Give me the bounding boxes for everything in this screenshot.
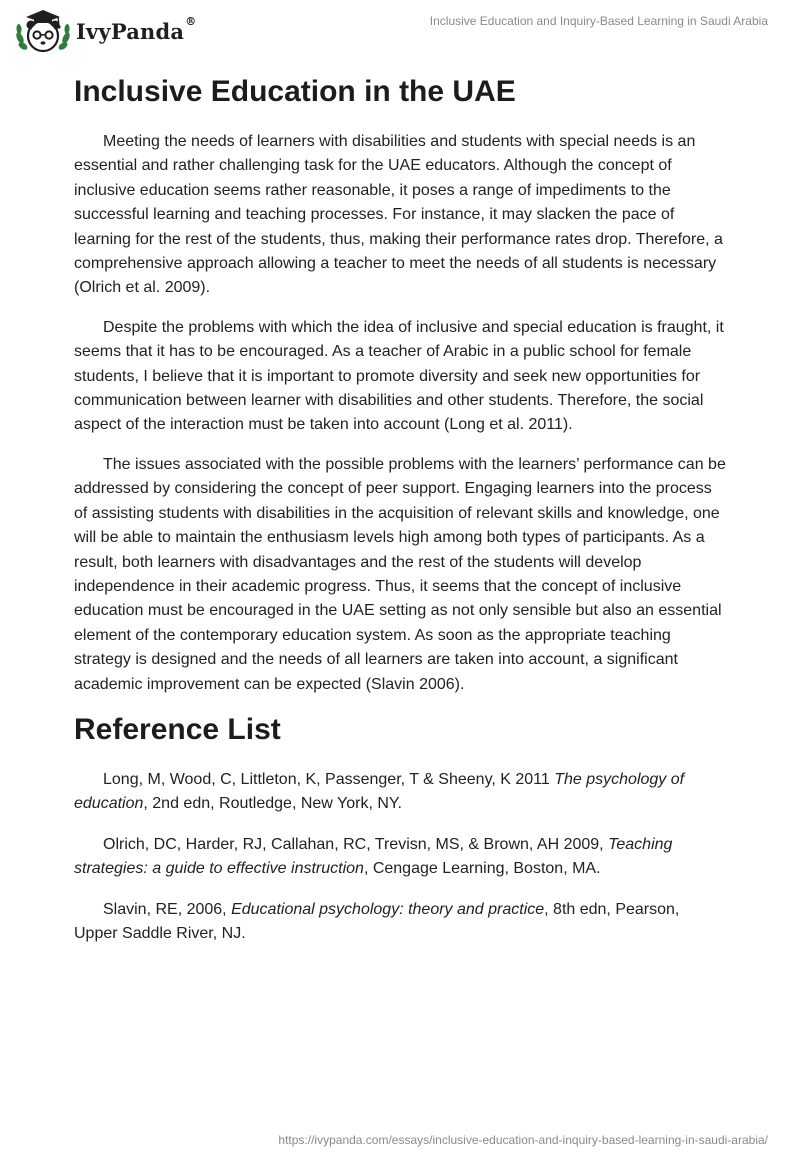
section-heading-reference-list: Reference List	[74, 712, 281, 746]
logo-wordmark: IvyPanda®	[76, 14, 197, 44]
body-paragraph: Despite the problems with which the idea of inclusive and special education is fraught, it seems that it has to be encouraged. As a teacher of Arabic in a public school for female students, I believe that it is important to promote diversity and seek new opportunities for communication between learner with disabilities and other students. Therefore, the social aspect of the interaction must be taken into account (Long et al. 2011).	[74, 318, 724, 434]
reference-list	[74, 712, 726, 946]
ivypanda-logo[interactable]	[14, 8, 196, 54]
reference-item: Slavin, RE, 2006, Educational psychology: theory and practice, 8th edn, Pearson, Upper Saddle River, NJ.	[74, 900, 680, 942]
panda-graduate-icon	[14, 8, 72, 54]
body-paragraph: The issues associated with the possible problems with the learners’ performance can be addressed by considering the concept of peer support. Engaging learners into the process of assisting students with disabilities in the acquisition of relevant skills and knowledge, one will be able to maintain the enthusiasm levels high among both types of participants. As a result, both learners with disadvantages and the rest of the students will develop independence in their academic progress. Thus, it seems that the concept of inclusive education must be encouraged in the UAE setting as not only sensible but also an essential element of the contemporary education system. As soon as the appropriate teaching strategy is designed and the needs of all learners are taken into account, a significant academic improvement can be expected (Slavin 2006).	[74, 455, 726, 693]
section-heading-inclusive-education: Inclusive Education in the UAE	[74, 75, 516, 108]
reference-item: Long, M, Wood, C, Littleton, K, Passenger, T & Sheeny, K 2011 The psychology of education, 2nd edn, Routledge, New York, NY.	[74, 770, 685, 813]
source-url[interactable]: https://ivypanda.com/essays/inclusive-education-and-inquiry-based-learning-in-saudi-arabia/	[278, 1133, 768, 1147]
essay-content	[74, 66, 726, 962]
document-title: Inclusive Education and Inquiry-Based Learning in Saudi Arabia	[429, 14, 768, 28]
page-header	[0, 0, 800, 60]
reference-item: Olrich, DC, Harder, RJ, Callahan, RC, Trevisn, MS, & Brown, AH 2009, Teaching strategies: a guide to effective instruction, Cengage Learning, Boston, MA.	[74, 835, 673, 878]
body-paragraph: Meeting the needs of learners with disabilities and students with special needs is an essential and rather challenging task for the UAE educators. Although the concept of inclusive education seems rather reasonable, it poses a range of impediments to the successful learning and teaching processes. For instance, it may slacken the pace of learning for the rest of the students, thus, making their performance rates drop. Therefore, a comprehensive approach allowing a teacher to meet the needs of all students is necessary (Olrich et al. 2009).	[74, 133, 723, 297]
